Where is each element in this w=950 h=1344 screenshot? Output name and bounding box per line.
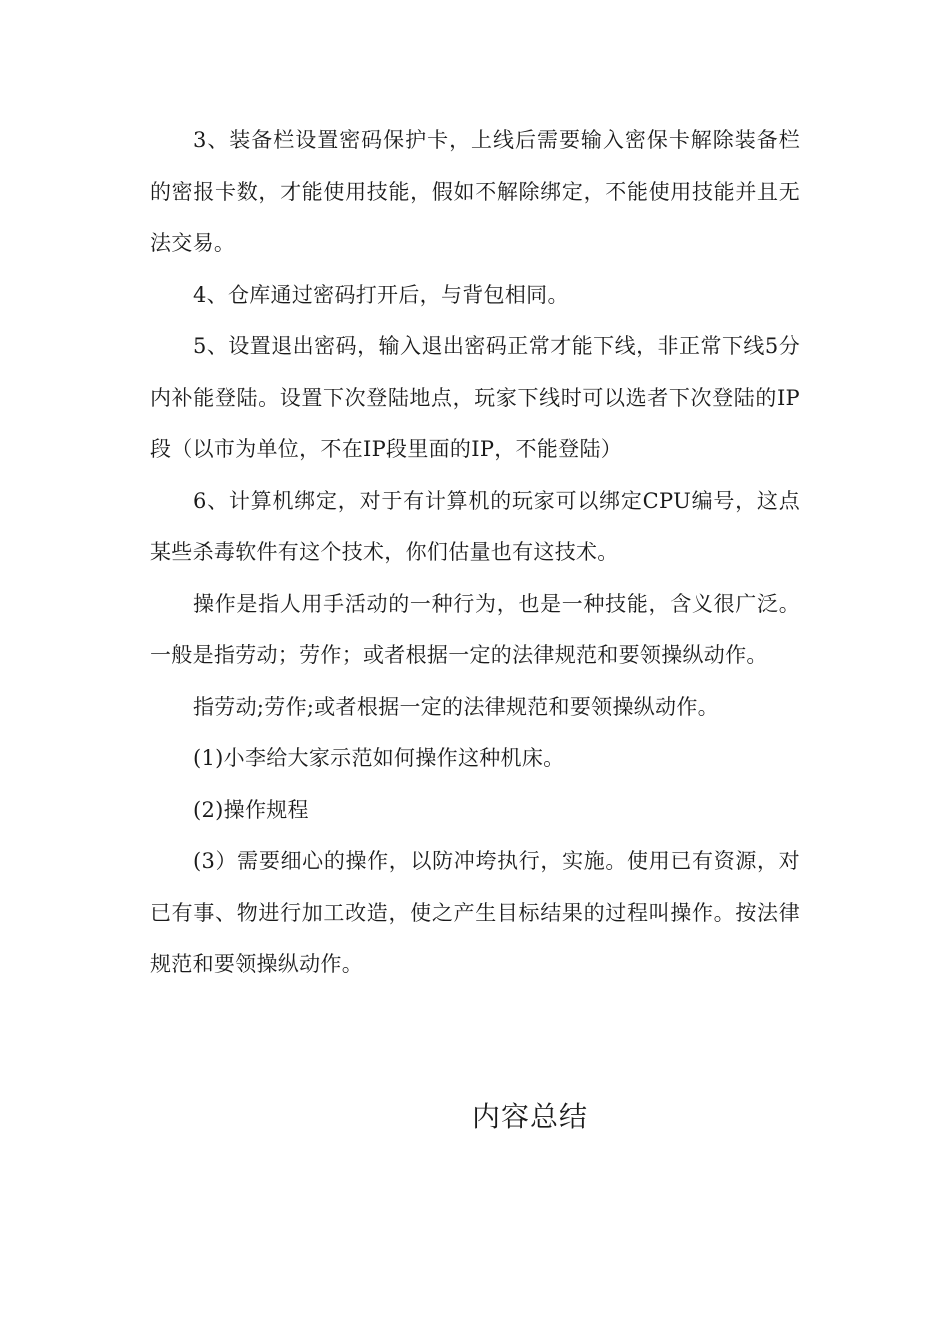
paragraph-item-5: 5、设置退出密码，输入退出密码正常才能下线，非正常下线5分内补能登陆。设置下次登陆地点，玩家下线时可以选者下次登陆的IP段（以市为单位，不在IP段里面的IP，不能登陆）	[150, 334, 800, 461]
paragraph-example-1: (1)小李给大家示范如何操作这种机床。	[193, 746, 565, 770]
paragraph-item-6: 6、计算机绑定，对于有计算机的玩家可以绑定CPU编号，这点某些杀毒软件有这个技术，你们估量也有这技术。	[150, 488, 800, 564]
paragraph-example-3: (3）需要细心的操作，以防冲垮执行，实施。使用已有资源，对已有事、物进行加工改造，使之产生目标结果的过程叫操作。按法律规范和要领操纵动作。	[150, 849, 800, 976]
paragraph-item-3: 3、装备栏设置密码保护卡，上线后需要输入密保卡解除装备栏的密报卡数，才能使用技能，假如不解除绑定，不能使用技能并且无法交易。	[150, 128, 800, 255]
paragraph-item-4: 4、仓库通过密码打开后，与背包相同。	[193, 282, 569, 307]
section-title: 内容总结	[471, 1100, 588, 1133]
document-body	[150, 115, 800, 991]
paragraph-example-2: (2)操作规程	[193, 797, 309, 822]
paragraph-operation-meaning: 指劳动;劳作;或者根据一定的法律规范和要领操纵动作。	[193, 694, 719, 719]
paragraph-operation-definition: 操作是指人用手活动的一种行为，也是一种技能，含义很广泛。一般是指劳动；劳作；或者根据一定的法律规范和要领操纵动作。	[150, 591, 800, 667]
